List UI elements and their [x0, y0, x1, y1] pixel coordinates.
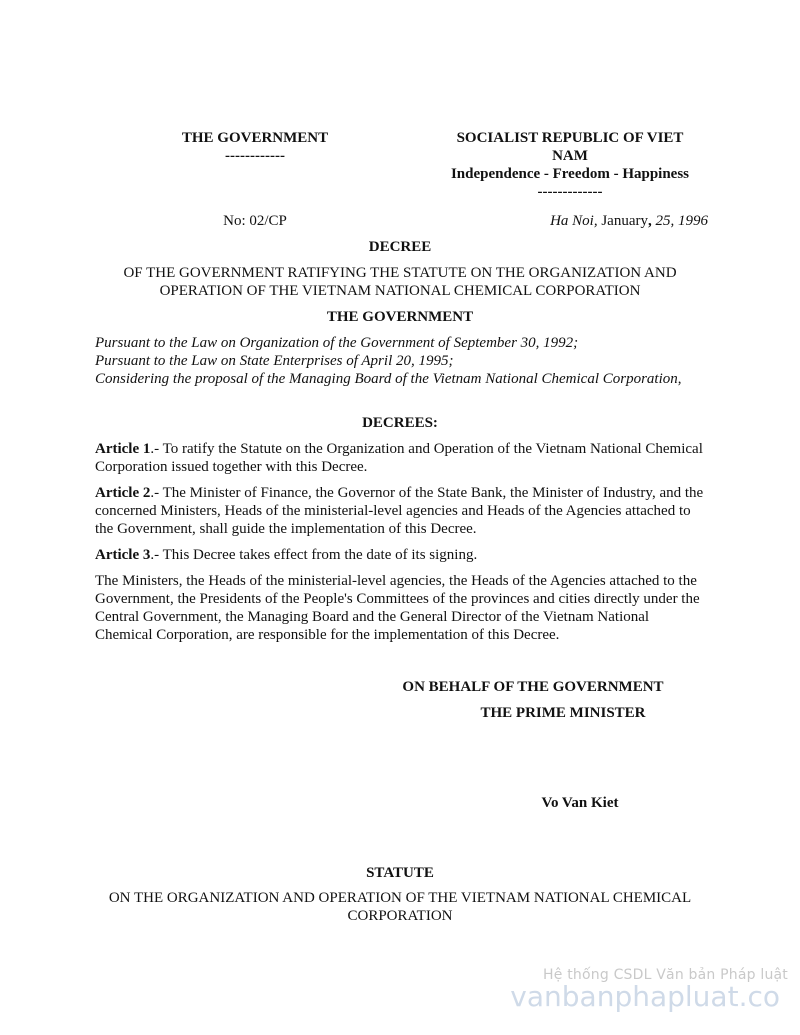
article-3-label: Article 3	[95, 547, 151, 563]
preamble-line-2: Pursuant to the Law on State Enterprises of April 20, 1995;	[95, 353, 454, 369]
document-number: No: 02/CP	[223, 213, 287, 229]
signature-on-behalf: ON BEHALF OF THE GOVERNMENT	[402, 679, 664, 695]
date-comma: ,	[648, 213, 652, 229]
issuer-underline: ------------	[225, 148, 285, 164]
statute-title: STATUTE	[366, 865, 434, 881]
issuer-block	[150, 129, 360, 165]
statute-subtitle: ON THE ORGANIZATION AND OPERATION OF THE VIETNAM NATIONAL CHEMICAL CORPORATION	[108, 890, 692, 924]
national-motto: Independence - Freedom - Happiness	[450, 166, 690, 182]
article-1-label: Article 1	[95, 441, 151, 457]
preamble-considering: Considering the proposal of the Managing Board of the Vietnam National Chemical Corporation	[95, 371, 678, 387]
issuer-title: THE GOVERNMENT	[181, 130, 329, 146]
closing-paragraph: The Ministers, the Heads of the ministerial-level agencies, the Heads of the Agencies attached to the Government, the Presidents of the People's Committees of the provinces and cities directly under the Central Government, the Managing Board and the General Director of the Vietnam National Chemical Corporation, are responsible for the implementation of this Decree.	[95, 573, 700, 643]
national-title-block	[430, 129, 710, 201]
date-day-year: 25, 1996	[651, 213, 708, 229]
article-2-label: Article 2	[95, 485, 151, 501]
article-1-text: .- To ratify the Statute on the Organization and Operation of the Vietnam National Chemical Corporation issued together with this Decree.	[95, 441, 703, 475]
signer-name: Vo Van Kiet	[541, 795, 619, 811]
date-month: January	[597, 213, 648, 229]
preamble-line-3	[95, 370, 705, 388]
national-title-line1: SOCIALIST REPUBLIC OF VIET	[456, 130, 684, 146]
preamble	[95, 334, 705, 388]
preamble-tail: ,	[677, 371, 682, 387]
decrees-heading: DECREES:	[362, 415, 438, 431]
signature-position: THE PRIME MINISTER	[480, 705, 646, 721]
date-place: Ha Noi,	[550, 213, 598, 229]
document-date	[430, 212, 708, 230]
motto-underline: -------------	[537, 184, 603, 200]
preamble-line-1: Pursuant to the Law on Organization of the Government of September 30, 1992;	[95, 335, 579, 351]
decree-title: DECREE	[368, 239, 432, 255]
article-3	[95, 546, 705, 564]
national-title-line2: NAM	[552, 148, 588, 164]
decree-authority: THE GOVERNMENT	[326, 309, 474, 325]
decree-subtitle: OF THE GOVERNMENT RATIFYING THE STATUTE ON THE ORGANIZATION AND OPERATION OF THE VIETNAM NATIONAL CHEMICAL CORPORATION	[123, 265, 677, 299]
article-3-text: .- This Decree takes effect from the date of its signing.	[150, 547, 478, 563]
article-1	[95, 440, 705, 476]
article-2	[95, 484, 705, 538]
watermark-site: vanbanphapluat.co	[510, 980, 780, 1013]
watermark-line-1: Hệ thống CSDL Văn bản Pháp luật	[543, 967, 788, 983]
article-2-text: .- The Minister of Finance, the Governor of the State Bank, the Minister of Industry, and the concerned Ministers, Heads of the ministerial-level agencies and Heads of the Agencies attached to the Government, shall guide the implementation of this Decree.	[95, 485, 704, 537]
